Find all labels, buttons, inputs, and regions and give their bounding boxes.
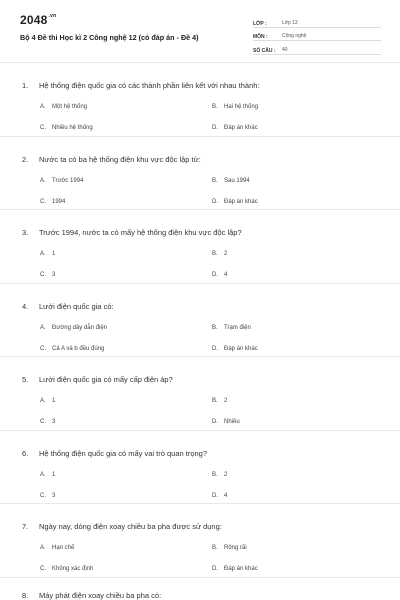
option-letter: B.: [212, 398, 218, 404]
option-a[interactable]: [40, 325, 107, 331]
option-letter: A.: [40, 104, 46, 110]
question-item: [0, 284, 400, 358]
meta-key: LỚP :: [253, 20, 267, 27]
option-letter: D.: [212, 125, 218, 131]
question-label: Trước 1994, nước ta có mấy hệ thống điện khu vực độc lập?: [39, 228, 242, 237]
option-text: Trạm điện: [224, 324, 251, 331]
option-text: 2: [224, 251, 228, 257]
option-letter: B.: [212, 104, 218, 110]
option-text: 1: [52, 398, 56, 404]
option-b[interactable]: [212, 178, 250, 184]
option-d[interactable]: [212, 346, 258, 352]
option-text: Nhiều hệ thống: [52, 125, 93, 131]
option-a[interactable]: [40, 251, 55, 257]
question-number: 8.: [22, 591, 29, 600]
question-number: 7.: [22, 522, 29, 531]
question-item: [0, 137, 400, 211]
option-text: 3: [52, 419, 56, 425]
option-letter: C.: [40, 345, 46, 352]
option-text: Đáp án khác: [224, 345, 258, 352]
option-letter: A.: [40, 398, 46, 404]
option-text: 3: [52, 492, 56, 499]
question-item: [0, 357, 400, 431]
option-text: Nhiều: [224, 419, 240, 425]
option-b[interactable]: [212, 104, 258, 110]
question-text: [22, 522, 222, 531]
option-text: 3: [52, 272, 56, 278]
meta-value: Lớp 12: [282, 19, 298, 26]
option-letter: B.: [212, 177, 218, 184]
option-b[interactable]: [212, 472, 227, 478]
option-text: Đáp án khác: [224, 198, 258, 205]
option-d[interactable]: [212, 566, 258, 572]
meta-row-subject: [253, 28, 381, 42]
document-header: [0, 0, 400, 62]
meta-value: Công nghệ: [282, 33, 307, 39]
question-text: [22, 155, 201, 164]
option-d[interactable]: [212, 125, 258, 131]
question-item: [0, 63, 400, 137]
option-text: 1: [52, 471, 56, 478]
option-a[interactable]: [40, 398, 55, 404]
option-text: 1: [52, 251, 56, 257]
question-text: [22, 302, 114, 311]
option-text: Đáp án khác: [224, 125, 258, 131]
option-text: 4: [224, 272, 228, 278]
meta-key: SỐ CÂU :: [253, 47, 276, 54]
option-text: Cả A và b đều đúng: [52, 345, 105, 352]
option-c[interactable]: [40, 346, 104, 352]
option-c[interactable]: [40, 125, 93, 131]
option-letter: C.: [40, 419, 46, 425]
option-letter: C.: [40, 272, 46, 278]
meta-row-count: [253, 41, 381, 55]
option-letter: D.: [212, 492, 218, 499]
option-letter: A.: [40, 251, 46, 257]
question-label: Hệ thống điện quốc gia có mấy vai trò quan trọng?: [39, 448, 208, 458]
option-letter: D.: [212, 566, 218, 572]
option-d[interactable]: [212, 272, 227, 278]
option-letter: A.: [40, 177, 46, 184]
option-a[interactable]: [40, 178, 83, 184]
question-text-partial: [22, 591, 161, 600]
option-letter: B.: [212, 471, 218, 478]
question-label: Máy phát điện xoay chiều ba pha có:: [39, 591, 162, 600]
question-number: 5.: [22, 375, 29, 384]
option-c[interactable]: [40, 199, 65, 205]
document-meta: [253, 14, 381, 55]
question-label: Hệ thống điện quốc gia có các thành phần liên kết với nhau thành:: [39, 81, 260, 90]
option-d[interactable]: [212, 493, 227, 499]
option-letter: B.: [212, 545, 218, 551]
option-letter: A.: [40, 324, 46, 331]
option-text: 1994: [52, 198, 66, 205]
option-letter: A.: [40, 471, 46, 478]
question-label: Lưới điện quốc gia có:: [39, 301, 114, 311]
option-b[interactable]: [212, 398, 227, 404]
option-letter: D.: [212, 198, 218, 205]
question-item: [0, 504, 400, 578]
option-text: 2: [224, 398, 228, 404]
question-text: [22, 375, 173, 384]
option-c[interactable]: [40, 419, 55, 425]
option-d[interactable]: [212, 419, 240, 425]
option-letter: B.: [212, 251, 218, 257]
option-b[interactable]: [212, 325, 251, 331]
question-item: [0, 210, 400, 284]
option-text: Một hệ thống: [52, 104, 88, 110]
question-label: Nước ta có ba hệ thống điện khu vực độc lập từ:: [39, 154, 201, 164]
meta-row-class: [253, 14, 381, 28]
option-c[interactable]: [40, 493, 55, 499]
question-number: 3.: [22, 228, 29, 237]
option-letter: C.: [40, 125, 46, 131]
logo-suffix: .vn: [48, 13, 57, 19]
option-text: Đáp án khác: [224, 566, 258, 572]
option-text: 4: [224, 492, 228, 499]
logo-text: 2048: [20, 13, 48, 27]
question-number: 1.: [22, 81, 29, 90]
option-b[interactable]: [212, 251, 227, 257]
option-c[interactable]: [40, 272, 55, 278]
question-text: [22, 81, 260, 90]
option-letter: D.: [212, 272, 218, 278]
option-letter: D.: [212, 345, 218, 352]
question-list: [0, 63, 400, 578]
question-item: [0, 431, 400, 505]
option-letter: C.: [40, 492, 46, 499]
option-d[interactable]: [212, 199, 258, 205]
option-a[interactable]: [40, 472, 55, 478]
option-text: Trước 1994: [52, 177, 84, 184]
question-number: 4.: [22, 301, 29, 311]
option-text: Hạn chế: [52, 545, 75, 551]
question-text: [22, 228, 242, 237]
option-a[interactable]: [40, 104, 87, 110]
document-title: Bộ 4 Đề thi Học kì 2 Công nghệ 12 (có đáp án - Đề 4): [20, 33, 199, 42]
question-label: Lưới điện quốc gia có mấy cấp điện áp?: [39, 375, 173, 384]
option-text: 2: [224, 471, 228, 478]
meta-value: 40: [282, 46, 288, 53]
option-letter: B.: [212, 324, 218, 331]
meta-key: MÔN :: [253, 34, 268, 40]
option-letter: D.: [212, 419, 218, 425]
question-label: Ngày nay, dòng điện xoay chiều ba pha được sử dụng:: [39, 522, 222, 531]
option-text: Hai hệ thống: [224, 104, 259, 110]
option-text: Sau 1994: [224, 177, 250, 184]
option-c[interactable]: [40, 566, 93, 572]
option-letter: C.: [40, 198, 46, 205]
question-number: 2.: [22, 154, 29, 164]
option-text: Đường dây dẫn điện: [52, 324, 107, 331]
site-logo[interactable]: [20, 13, 56, 27]
question-text: [22, 449, 207, 458]
option-text: Không xác định: [52, 566, 94, 572]
question-number: 6.: [22, 448, 29, 458]
option-letter: A.: [40, 545, 46, 551]
option-a[interactable]: [40, 545, 74, 551]
option-b[interactable]: [212, 545, 247, 551]
option-text: Rộng rãi: [224, 545, 247, 551]
option-letter: C.: [40, 566, 46, 572]
